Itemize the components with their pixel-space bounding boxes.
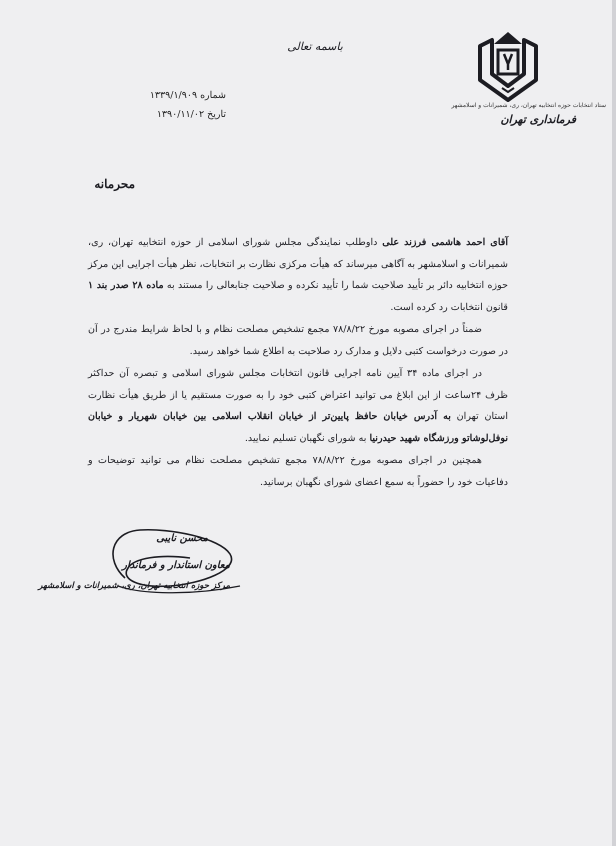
letter-date: تاریخ ۱۳۹۰/۱۱/۰۲: [156, 109, 226, 120]
governorate-name: فرمانداری تهران: [500, 113, 576, 126]
p1-text-b: قانون انتخابات رد کرده است.: [390, 301, 508, 313]
classification-label: محرمانه: [94, 177, 135, 191]
org-name: ستاد انتخابات حوزه انتخابیه تهران، ری، شمیرانات و اسلامشهر: [451, 102, 606, 109]
bismillah-heading: باسمه تعالی: [287, 40, 343, 53]
p3-text: در اجرای ماده ۳۴ آیین نامه اجرایی قانون انتخابات مجلس شورای اسلامی و تبصره آن حداکثر ظرف ۲۴ساعت از این ابلاغ می توانید اعتراض کتبی خود را به صورت مستقیم یا از طریق هیأت نظارت استان تهران: [88, 368, 509, 422]
addressee: آقای احمد هاشمی فرزند علی: [382, 237, 508, 248]
p1-text-a: داوطلب نمایندگی مجلس شورای اسلامی از حوزه انتخابیه تهران، ری، شمیرانات و اسلامشهر به آگاهی میرساند که هیأت مرکزی نظارت بر انتخابات، نظر هیأت اجرایی این مرکز حوزه انتخابیه دائر بر تأیید صلاحیت شما را تأیید نکرده و صلاحیت جنابعالی را مستند به: [88, 237, 509, 291]
paragraph-4: همچنین در اجرای مصوبه مورخ ۷۸/۸/۲۲ مجمع تشخیص مصلحت نظام می توانید توضیحات و دفاعیات خود را حضوراً به سمع اعضای شورای نگهبان برسانید.: [88, 455, 508, 488]
paragraph-2: ضمناً در اجرای مصوبه مورخ ۷۸/۸/۲۲ مجمع تشخیص مصلحت نظام و با لحاظ شرایط مندرج در آن در صورت درخواست کتبی دلایل و مدارک رد صلاحیت به اطلاع شما خواهد رسید.: [88, 324, 508, 357]
signatory-org: مرکز حوزه انتخابیه تهران، ری، شمیرانات و اسلامشهر: [38, 581, 230, 591]
legal-article: ماده ۲۸ صدر بند ۱: [88, 280, 164, 291]
council-address: به آدرس خیابان حافظ پایین‌تر از خیابان انقلاب اسلامی بین خیابان شهریار و خیابان نوفل‌لوشاتو ورزشگاه شهید حیدرنیا: [88, 411, 508, 444]
page-edge: [612, 0, 616, 846]
election-logo-icon: [474, 30, 542, 102]
paragraph-3: [88, 363, 508, 449]
paragraph-1: [88, 232, 508, 318]
p3-end: به شورای نگهبان تسلیم نمایید.: [244, 432, 370, 444]
letter-number: شماره ۱۳۳۹/۱/۹۰۹: [149, 90, 226, 101]
signatory-title: معاون استاندار و فرماندار: [122, 560, 230, 571]
signatory-name: محسن نایبی: [156, 533, 208, 544]
letter-body: [88, 232, 508, 493]
